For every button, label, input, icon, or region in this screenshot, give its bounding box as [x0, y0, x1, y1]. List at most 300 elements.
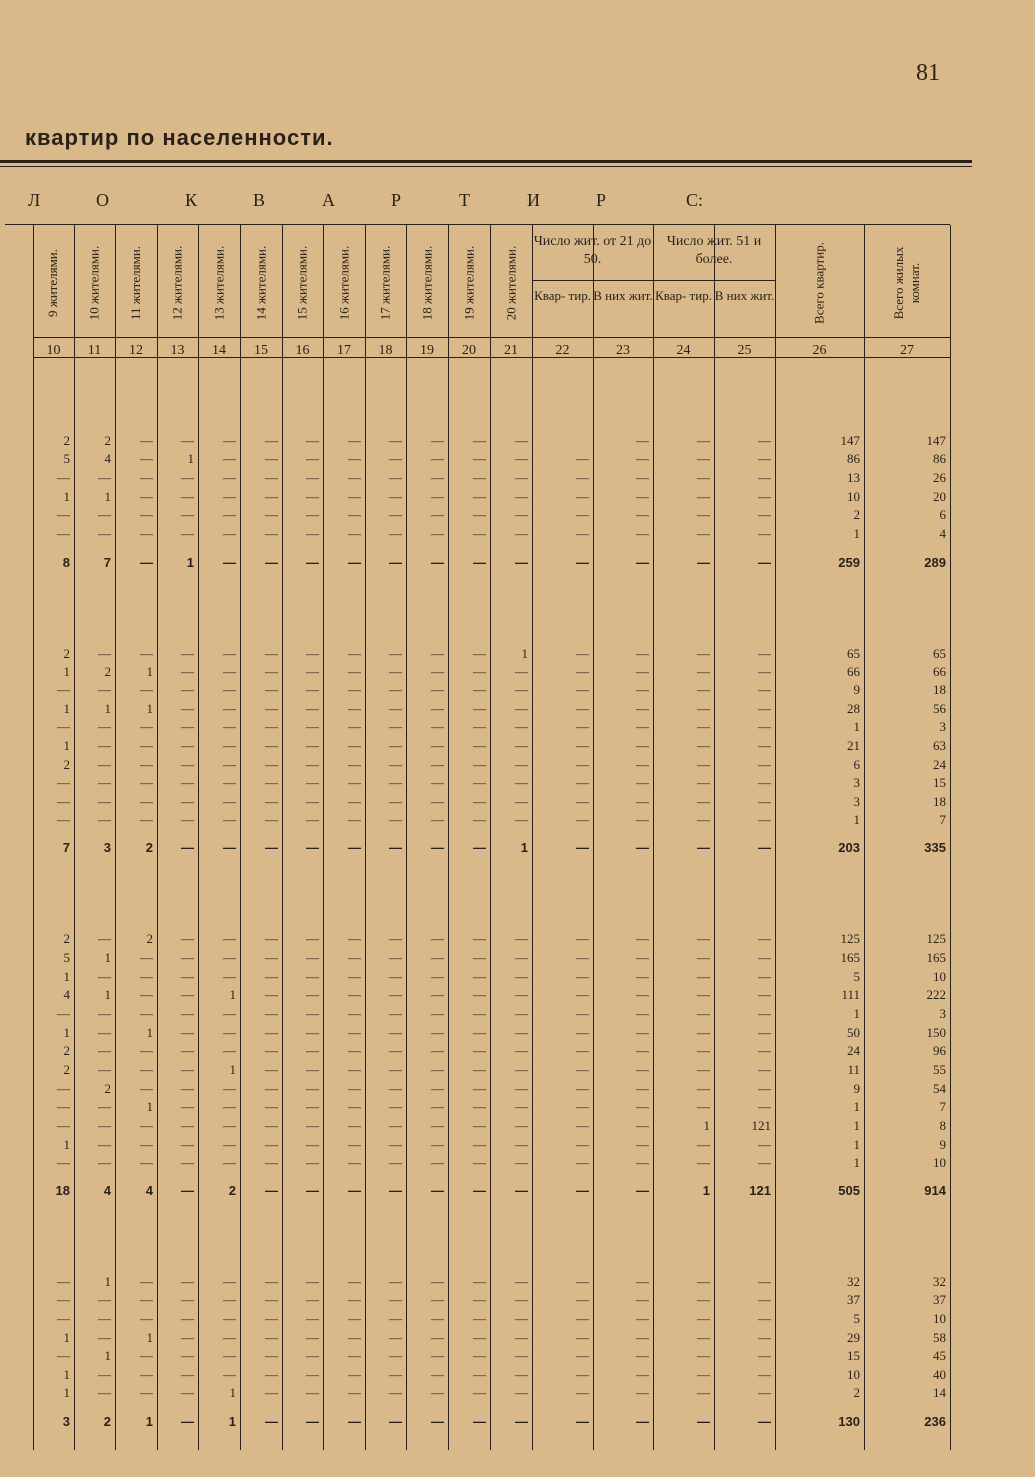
table-cell: — [389, 664, 402, 679]
table-cell: — [348, 1274, 361, 1289]
total-cell: — [306, 1183, 319, 1198]
table-cell: — [265, 526, 278, 541]
table-cell: 55 [933, 1062, 946, 1077]
column-number: 14 [212, 343, 226, 358]
table-cell: — [223, 664, 236, 679]
total-cell: 7 [62, 840, 70, 855]
table-cell: — [473, 987, 486, 1002]
table-cell: — [140, 775, 153, 790]
column-header-label: 15 жителями. [294, 245, 310, 320]
column-header [365, 230, 406, 335]
table-cell: — [265, 1118, 278, 1133]
total-cell: — [515, 555, 528, 570]
column-header [115, 230, 157, 335]
column-number: 25 [737, 343, 752, 358]
table-cell: 111 [841, 987, 860, 1002]
table-cell: — [636, 950, 649, 965]
table-cell: — [389, 931, 402, 946]
column-header-total-rooms [864, 230, 950, 335]
total-cell: — [389, 1183, 402, 1198]
table-cell: — [389, 1385, 402, 1400]
column-divider [240, 225, 241, 1450]
total-cell: 7 [103, 555, 111, 570]
total-cell: — [389, 1414, 402, 1429]
table-cell: — [758, 1385, 771, 1400]
banner-letter: Т [459, 190, 470, 210]
total-cell: — [576, 840, 589, 855]
table-cell: 1 [104, 987, 111, 1002]
table-cell: — [98, 1292, 111, 1307]
table-cell: — [576, 526, 589, 541]
table-cell: — [636, 931, 649, 946]
table-cell: — [758, 470, 771, 485]
table-cell: — [636, 1006, 649, 1021]
table-cell: — [140, 470, 153, 485]
total-cell: 236 [924, 1414, 946, 1429]
table-cell: 125 [926, 931, 946, 946]
table-cell: 24 [847, 1043, 860, 1058]
table-cell: — [431, 526, 444, 541]
table-cell: — [98, 931, 111, 946]
table-cell: 37 [933, 1292, 946, 1307]
table-cell: — [306, 1367, 319, 1382]
table-cell: — [265, 1099, 278, 1114]
table-cell: — [758, 489, 771, 504]
table-cell: — [431, 1081, 444, 1096]
table-cell: — [431, 1043, 444, 1058]
table-cell: — [515, 1367, 528, 1382]
table-cell: — [389, 646, 402, 661]
total-cell: — [515, 1183, 528, 1198]
table-cell: — [431, 1137, 444, 1152]
table-cell: — [265, 1367, 278, 1382]
table-cell: — [758, 1025, 771, 1040]
table-cell: — [576, 757, 589, 772]
column-divider [74, 225, 75, 1450]
table-cell: — [306, 794, 319, 809]
column-header-label: 20 жителями. [503, 245, 519, 320]
table-cell: 10 [933, 1155, 946, 1170]
total-cell: 4 [103, 1183, 111, 1198]
table-cell: — [473, 1274, 486, 1289]
table-cell: — [515, 775, 528, 790]
table-cell: — [758, 1367, 771, 1382]
table-cell: — [223, 719, 236, 734]
table-cell: — [348, 1006, 361, 1021]
table-cell: 14 [933, 1385, 946, 1400]
group-header-21-50: Число жит. от 21 до 50. [533, 234, 652, 267]
table-cell: 86 [933, 451, 946, 466]
table-cell: 8 [939, 1118, 946, 1133]
table-cell: — [265, 701, 278, 716]
table-cell: — [265, 507, 278, 522]
table-cell: — [431, 682, 444, 697]
table-cell: — [348, 794, 361, 809]
column-number: 24 [676, 343, 691, 358]
table-cell: — [473, 682, 486, 697]
table-cell: 10 [933, 969, 946, 984]
table-cell: — [348, 950, 361, 965]
total-cell: — [348, 555, 361, 570]
table-cell: — [576, 1099, 589, 1114]
table-cell: — [265, 1385, 278, 1400]
column-divider [532, 225, 533, 1450]
table-cell: — [140, 738, 153, 753]
table-cell: — [515, 719, 528, 734]
table-cell: — [515, 1155, 528, 1170]
table-cell: — [348, 470, 361, 485]
table-cell: 2 [104, 433, 111, 448]
table-cell: — [140, 1006, 153, 1021]
table-cell: — [181, 507, 194, 522]
table-cell: — [697, 775, 710, 790]
table-cell: — [140, 757, 153, 772]
column-number: 16 [295, 343, 310, 358]
table-cell: — [348, 987, 361, 1002]
table-cell: 56 [933, 701, 946, 716]
table-cell: — [265, 1137, 278, 1152]
table-cell: — [473, 950, 486, 965]
column-divider [775, 225, 776, 1450]
table-cell: — [576, 775, 589, 790]
table-cell: — [223, 1081, 236, 1096]
table-cell: — [57, 1118, 70, 1133]
table-cell: — [306, 433, 319, 448]
table-cell: — [181, 1099, 194, 1114]
table-cell: — [98, 1062, 111, 1077]
table-cell: — [57, 1155, 70, 1170]
table-cell: — [389, 682, 402, 697]
table-cell: 5 [63, 451, 70, 466]
top-rule [0, 160, 972, 163]
total-cell: 2 [103, 1414, 111, 1429]
table-cell: — [515, 1311, 528, 1326]
table-cell: — [348, 1311, 361, 1326]
table-cell: — [223, 646, 236, 661]
table-cell: — [223, 1274, 236, 1289]
table-cell: — [576, 1118, 589, 1133]
table-cell: — [140, 507, 153, 522]
table-cell: — [473, 526, 486, 541]
table-cell: 21 [847, 738, 860, 753]
table-cell: — [758, 969, 771, 984]
table-cell: — [348, 1043, 361, 1058]
table-cell: — [515, 433, 528, 448]
table-cell: — [576, 1062, 589, 1077]
table-cell: — [306, 1292, 319, 1307]
table-cell: 1 [63, 1025, 70, 1040]
table-cell: — [576, 470, 589, 485]
header-rule [33, 337, 950, 338]
table-cell: — [306, 775, 319, 790]
total-cell: — [348, 1183, 361, 1198]
table-cell: — [758, 775, 771, 790]
total-cell: 3 [103, 840, 111, 855]
table-cell: — [265, 738, 278, 753]
table-cell: — [431, 969, 444, 984]
table-cell: — [306, 738, 319, 753]
table-cell: — [431, 1274, 444, 1289]
table-cell: 1 [853, 526, 860, 541]
table-cell: — [473, 1099, 486, 1114]
table-cell: — [515, 701, 528, 716]
table-cell: — [265, 1311, 278, 1326]
table-cell: — [306, 701, 319, 716]
table-cell: — [389, 1367, 402, 1382]
table-cell: — [636, 701, 649, 716]
table-cell: 96 [933, 1043, 946, 1058]
table-cell: 150 [926, 1025, 946, 1040]
table-cell: — [431, 1330, 444, 1345]
table-cell: — [265, 1006, 278, 1021]
table-cell: — [389, 489, 402, 504]
total-cell: — [431, 1414, 444, 1429]
table-cell: — [140, 1311, 153, 1326]
column-divider [406, 225, 407, 1450]
table-cell: — [389, 1006, 402, 1021]
table-cell: — [636, 433, 649, 448]
table-cell: — [758, 1274, 771, 1289]
column-header-label: 13 жителями. [211, 245, 227, 320]
table-cell: — [140, 1137, 153, 1152]
table-cell: — [181, 1274, 194, 1289]
table-cell: — [576, 1081, 589, 1096]
table-cell: — [265, 1348, 278, 1363]
table-cell: — [697, 1006, 710, 1021]
total-cell: — [758, 1414, 771, 1429]
table-cell: — [431, 931, 444, 946]
table-cell: — [348, 526, 361, 541]
table-cell: — [181, 950, 194, 965]
table-cell: — [636, 1118, 649, 1133]
total-cell: 1 [702, 1183, 710, 1198]
table-cell: — [348, 1118, 361, 1133]
table-cell: — [515, 738, 528, 753]
table-cell: — [98, 507, 111, 522]
table-cell: — [140, 987, 153, 1002]
table-cell: — [515, 682, 528, 697]
table-cell: — [389, 507, 402, 522]
table-cell: — [98, 1367, 111, 1382]
table-cell: — [473, 1292, 486, 1307]
table-cell: — [515, 794, 528, 809]
table-cell: — [473, 931, 486, 946]
table-cell: — [98, 470, 111, 485]
total-cell: — [636, 1414, 649, 1429]
table-cell: — [140, 1062, 153, 1077]
column-number: 13 [170, 343, 185, 358]
table-cell: — [431, 451, 444, 466]
table-cell: — [697, 987, 710, 1002]
table-cell: — [223, 701, 236, 716]
table-cell: — [515, 526, 528, 541]
table-cell: 1 [703, 1118, 710, 1133]
total-cell: 3 [62, 1414, 70, 1429]
table-cell: 1 [853, 1099, 860, 1114]
table-cell: — [306, 1006, 319, 1021]
table-cell: — [431, 1311, 444, 1326]
banner-letter: Р [391, 190, 402, 210]
table-cell: — [697, 646, 710, 661]
total-cell: — [181, 1414, 194, 1429]
table-cell: — [181, 1006, 194, 1021]
table-cell: — [473, 1006, 486, 1021]
table-cell: — [576, 1155, 589, 1170]
table-cell: — [431, 1292, 444, 1307]
table-cell: — [181, 1311, 194, 1326]
table-cell: — [57, 1006, 70, 1021]
table-cell: — [758, 987, 771, 1002]
table-cell: 6 [853, 757, 860, 772]
table-cell: — [348, 682, 361, 697]
table-cell: 1 [853, 1137, 860, 1152]
table-cell: 1 [63, 1137, 70, 1152]
table-cell: — [697, 812, 710, 827]
table-cell: — [431, 757, 444, 772]
table-cell: — [181, 526, 194, 541]
table-cell: — [265, 1155, 278, 1170]
table-cell: — [348, 1292, 361, 1307]
table-cell: — [140, 719, 153, 734]
total-cell: 1 [145, 1414, 153, 1429]
table-cell: 5 [853, 1311, 860, 1326]
table-cell: — [57, 1311, 70, 1326]
banner-band [5, 174, 950, 225]
total-cell: 4 [145, 1183, 153, 1198]
table-cell: — [636, 1330, 649, 1345]
table-cell: — [306, 646, 319, 661]
table-cell: — [389, 1311, 402, 1326]
table-cell: — [636, 987, 649, 1002]
table-cell: — [389, 526, 402, 541]
total-cell: — [306, 1414, 319, 1429]
total-cell: — [223, 840, 236, 855]
table-cell: — [515, 1099, 528, 1114]
total-cell: 335 [924, 840, 946, 855]
table-cell: — [697, 451, 710, 466]
table-cell: — [431, 489, 444, 504]
table-cell: — [636, 794, 649, 809]
table-cell: — [576, 738, 589, 753]
table-cell: — [758, 1311, 771, 1326]
table-cell: — [697, 1155, 710, 1170]
column-number: 11 [87, 343, 102, 358]
table-cell: — [223, 775, 236, 790]
table-cell: 4 [939, 526, 946, 541]
table-cell: 10 [847, 489, 860, 504]
table-cell: — [389, 1137, 402, 1152]
table-cell: — [576, 969, 589, 984]
table-cell: — [265, 1025, 278, 1040]
table-cell: — [223, 931, 236, 946]
column-header [74, 230, 115, 335]
table-cell: — [515, 1292, 528, 1307]
table-cell: — [697, 950, 710, 965]
total-cell: 203 [838, 840, 860, 855]
table-cell: — [98, 775, 111, 790]
table-cell: — [265, 794, 278, 809]
table-cell: — [223, 950, 236, 965]
table-cell: — [431, 664, 444, 679]
table-cell: — [389, 701, 402, 716]
column-header [157, 230, 198, 335]
column-number: 18 [378, 343, 393, 358]
table-cell: — [98, 1137, 111, 1152]
table-cell: — [515, 451, 528, 466]
table-cell: 1 [63, 1367, 70, 1382]
total-cell: 18 [55, 1183, 70, 1198]
table-cell: 2 [63, 1043, 70, 1058]
table-cell: — [758, 1292, 771, 1307]
table-cell: — [223, 1292, 236, 1307]
table-cell: 2 [63, 433, 70, 448]
table-cell: 32 [847, 1274, 860, 1289]
table-cell: 1 [146, 664, 153, 679]
table-cell: — [265, 931, 278, 946]
column-number: 21 [504, 343, 518, 358]
column-divider [33, 225, 34, 1450]
column-number: 23 [616, 343, 630, 358]
table-cell: — [697, 738, 710, 753]
table-cell: — [758, 794, 771, 809]
table-cell: — [389, 1025, 402, 1040]
page-number: 81 [916, 60, 940, 86]
table-cell: — [265, 1081, 278, 1096]
table-cell: — [431, 1025, 444, 1040]
table-cell: — [265, 950, 278, 965]
column-number: 19 [420, 343, 434, 358]
table-cell: — [758, 1099, 771, 1114]
table-cell: — [431, 433, 444, 448]
subheader-residents: В них жит. [714, 288, 775, 303]
table-cell: — [473, 1311, 486, 1326]
table-cell: — [697, 1385, 710, 1400]
table-cell: — [758, 682, 771, 697]
table-cell: — [265, 451, 278, 466]
total-cell: 1 [186, 555, 194, 570]
table-cell: 1 [63, 1330, 70, 1345]
table-cell: — [98, 1006, 111, 1021]
table-cell: — [348, 931, 361, 946]
table-cell: 66 [933, 664, 946, 679]
table-cell: — [515, 950, 528, 965]
table-cell: — [515, 987, 528, 1002]
total-cell: — [181, 840, 194, 855]
table-cell: — [265, 646, 278, 661]
table-cell: — [181, 1043, 194, 1058]
table-cell: 6 [939, 507, 946, 522]
table-cell: — [306, 931, 319, 946]
table-cell: — [758, 1330, 771, 1345]
table-cell: — [636, 1081, 649, 1096]
table-cell: — [697, 682, 710, 697]
table-cell: — [265, 1330, 278, 1345]
table-cell: — [758, 1155, 771, 1170]
table-cell: — [431, 719, 444, 734]
table-cell: 65 [933, 646, 946, 661]
table-cell: 29 [847, 1330, 860, 1345]
table-cell: — [576, 794, 589, 809]
table-cell: — [57, 775, 70, 790]
table-cell: — [265, 775, 278, 790]
table-cell: 15 [847, 1348, 860, 1363]
column-number: 10 [46, 343, 61, 358]
table-cell: — [515, 1385, 528, 1400]
total-cell: — [576, 555, 589, 570]
table-cell: 1 [63, 1385, 70, 1400]
total-cell: — [265, 555, 278, 570]
table-cell: — [181, 794, 194, 809]
